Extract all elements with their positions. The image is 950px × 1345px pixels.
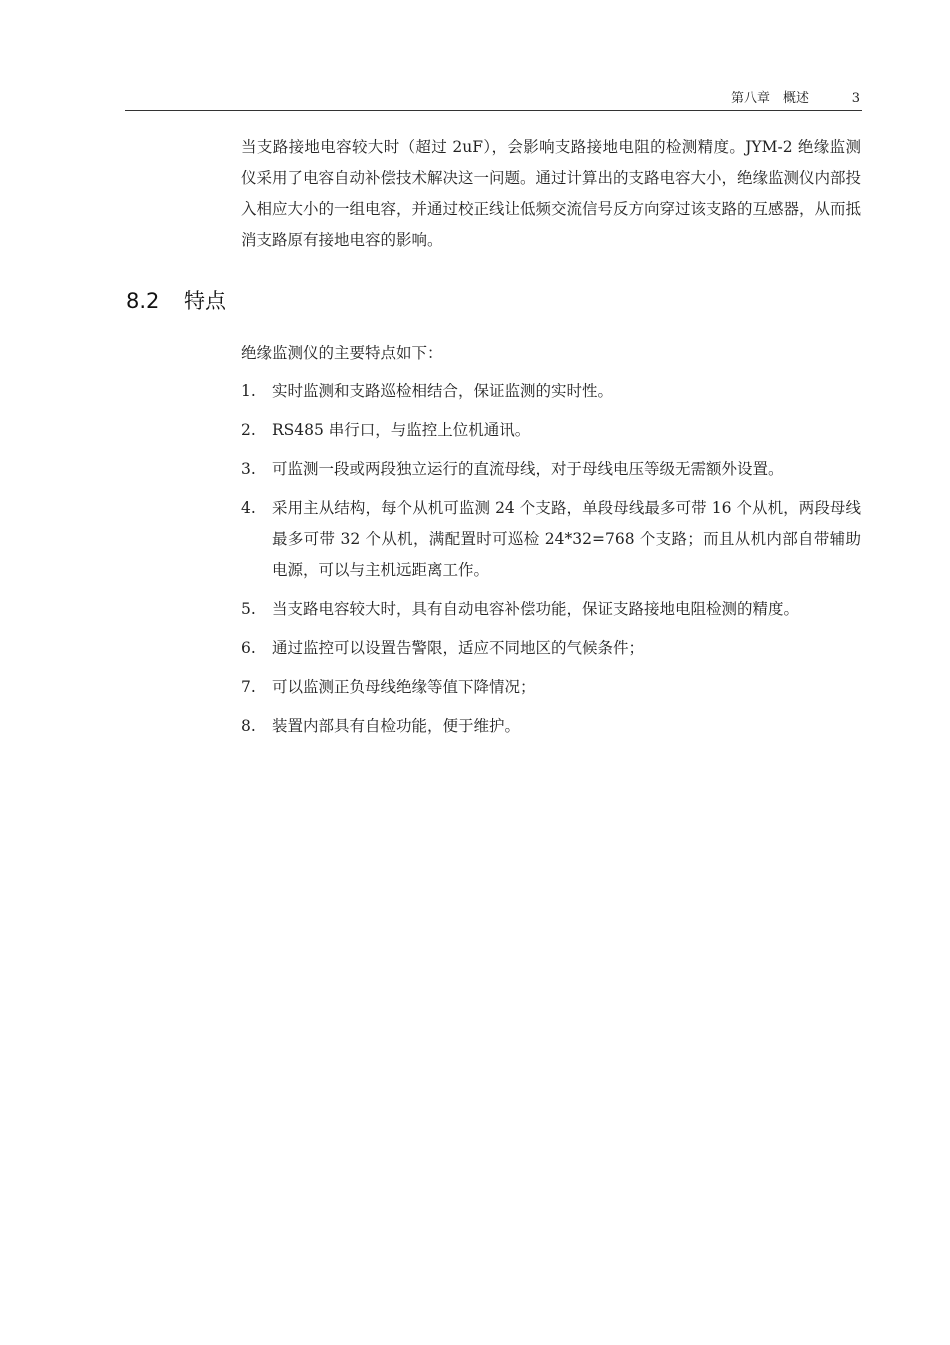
list-item-number: 4. [241, 499, 256, 517]
list-item-text: 采用主从结构，每个从机可监测 24 个支路，单段母线最多可带 16 个从机，两段母线最多可带 32 个从机，满配置时可巡检 24*32=768 个支路；而且从机内部自带辅助电源，可以与主机远距离工作。 [272, 499, 861, 579]
list-item-text: 当支路电容较大时，具有自动电容补偿功能，保证支路接地电阻检测的精度。 [272, 600, 800, 618]
list-item [241, 711, 861, 742]
list-item [241, 633, 861, 664]
list-item [241, 594, 861, 625]
list-item-text: 可以监测正负母线绝缘等值下降情况； [272, 678, 536, 696]
list-item-text: RS485 串行口，与监控上位机通讯。 [272, 421, 531, 439]
list-item [241, 376, 861, 407]
list-item-text: 装置内部具有自检功能，便于维护。 [272, 717, 521, 735]
features-intro: 绝缘监测仪的主要特点如下： [241, 344, 443, 362]
list-item [241, 493, 861, 586]
list-item-number: 8. [241, 717, 256, 735]
page-header [125, 88, 862, 111]
list-item-number: 7. [241, 678, 256, 696]
list-item [241, 672, 861, 703]
list-item-number: 2. [241, 421, 256, 439]
features-list [241, 376, 861, 750]
list-item-number: 5. [241, 600, 256, 618]
list-item-text: 实时监测和支路巡检相结合，保证监测的实时性。 [272, 382, 614, 400]
section-number: 8.2 [126, 289, 160, 313]
list-item-number: 3. [241, 460, 256, 478]
section-heading [126, 284, 226, 318]
list-item-text: 通过监控可以设置告警限，适应不同地区的气候条件； [272, 639, 645, 657]
header-page-number: 3 [851, 91, 860, 106]
section-title: 特点 [184, 289, 226, 313]
list-item [241, 454, 861, 485]
list-item-text: 可监测一段或两段独立运行的直流母线，对于母线电压等级无需额外设置。 [272, 460, 784, 478]
list-item [241, 415, 861, 446]
list-item-number: 6. [241, 639, 256, 657]
list-item-number: 1. [241, 382, 256, 400]
header-chapter-title: 第八章 概述 [730, 91, 809, 106]
intro-paragraph: 当支路接地电容较大时（超过 2uF），会影响支路接地电阻的检测精度。JYM-2 绝缘监测仪采用了电容自动补偿技术解决这一问题。通过计算出的支路电容大小，绝缘监测仪内部投入相应大小的一组电容，并通过校正线让低频交流信号反方向穿过该支路的互感器，从而抵消支路原有接地电容的影响。 [241, 138, 862, 249]
